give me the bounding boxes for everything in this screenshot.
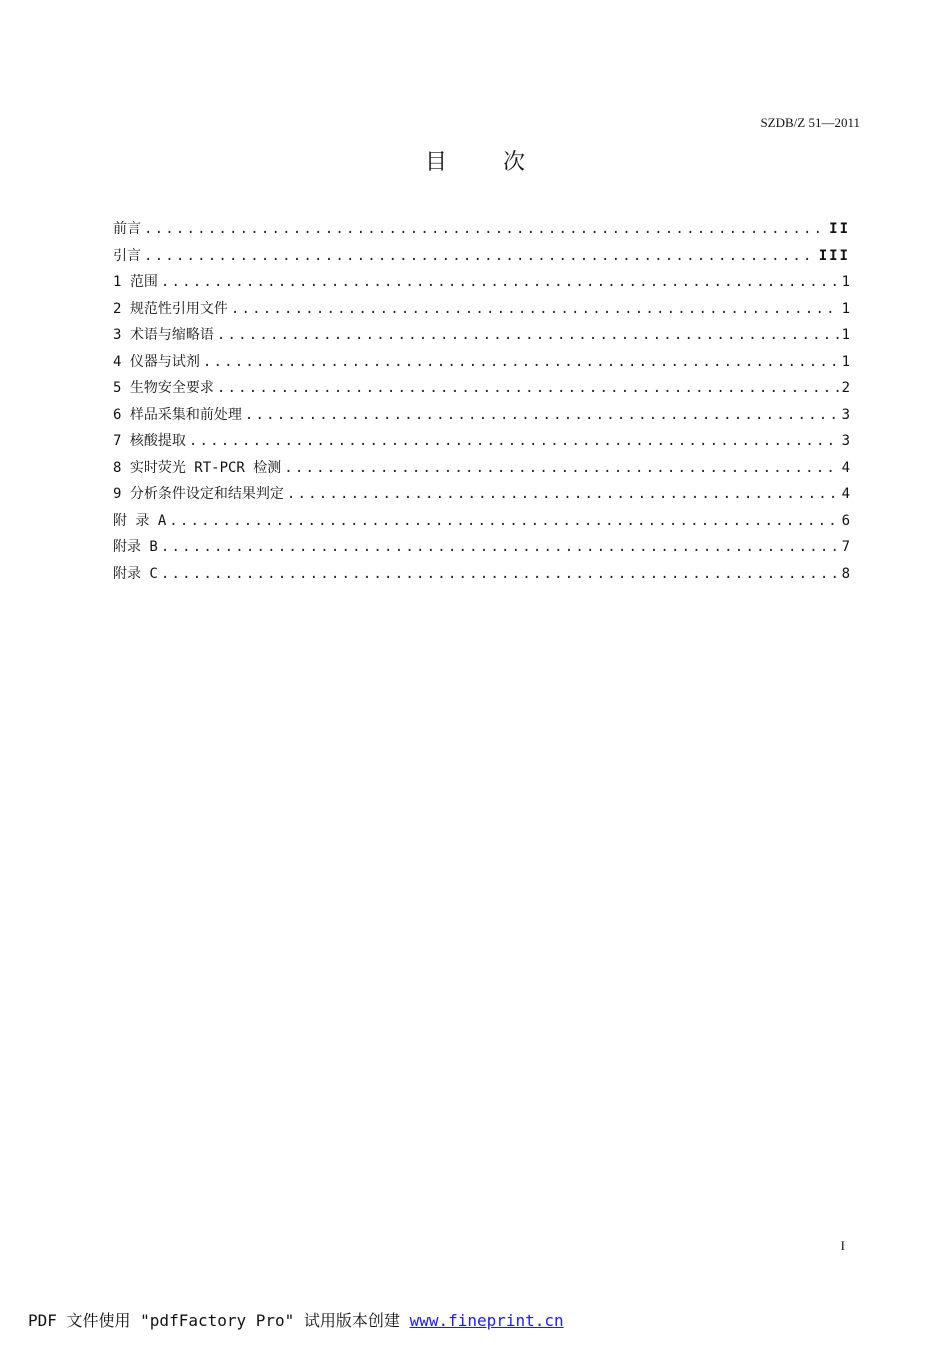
toc-item-label: 7 核酸提取: [113, 433, 186, 449]
toc-item[interactable]: [113, 218, 850, 245]
toc-item-label: 4 仪器与试剂: [113, 353, 200, 370]
toc-item[interactable]: [113, 483, 850, 510]
toc-item[interactable]: [113, 510, 850, 537]
toc-item-page: 1: [841, 274, 850, 290]
toc-item-page: 3: [841, 406, 850, 423]
toc-list: [113, 218, 850, 589]
toc-item-label: 引言: [113, 247, 141, 264]
footer-text: PDF 文件使用 "pdfFactory Pro" 试用版本创建: [28, 1311, 410, 1330]
toc-leader-dots: [144, 248, 816, 264]
toc-title: 目次: [424, 150, 581, 175]
toc-item[interactable]: [113, 351, 850, 378]
toc-item-page: 2: [841, 380, 850, 396]
toc-item-page: 3: [841, 433, 850, 449]
toc-item-label: 9 分析条件设定和结果判定: [113, 486, 284, 502]
page-number: I: [840, 1238, 845, 1253]
toc-item-page: III: [818, 247, 850, 264]
toc-item[interactable]: [113, 430, 850, 457]
toc-item[interactable]: [113, 324, 850, 351]
toc-item-label: 附录 B: [113, 539, 158, 555]
toc-leader-dots: [217, 380, 839, 396]
toc-leader-dots: [161, 566, 839, 582]
toc-item-page: 7: [841, 539, 850, 555]
toc-item-page: 8: [841, 565, 850, 582]
toc-item-page: 4: [841, 486, 850, 502]
toc-item-label: 附录 C: [113, 565, 158, 582]
toc-leader-dots: [203, 354, 839, 370]
toc-leader-dots: [169, 513, 838, 529]
toc-leader-dots: [161, 274, 839, 290]
toc-item-label: 6 样品采集和前处理: [113, 406, 242, 423]
document-code: SZDB/Z 51—2011: [760, 115, 860, 130]
toc-leader-dots: [217, 327, 839, 343]
toc-item[interactable]: [113, 457, 850, 484]
toc-leader-dots: [161, 539, 839, 555]
toc-leader-dots: [287, 486, 839, 502]
toc-item-label: 1 范围: [113, 274, 158, 290]
toc-item-page: 6: [841, 512, 850, 529]
toc-item-label: 5 生物安全要求: [113, 380, 214, 396]
toc-item-page: II: [829, 221, 850, 237]
toc-item-page: 1: [841, 327, 850, 343]
toc-item-label: 2 规范性引用文件: [113, 300, 228, 317]
toc-leader-dots: [189, 433, 839, 449]
toc-item-label: 8 实时荧光 RT-PCR 检测: [113, 459, 282, 476]
toc-item-label: 前言: [113, 221, 141, 237]
toc-item-label: 3 术语与缩略语: [113, 327, 214, 343]
toc-item[interactable]: [113, 377, 850, 404]
toc-leader-dots: [245, 407, 839, 423]
toc-item[interactable]: [113, 271, 850, 298]
toc-item[interactable]: [113, 298, 850, 325]
toc-item-label: 附 录 A: [113, 512, 167, 529]
footer-watermark: [28, 1308, 564, 1331]
toc-item-page: 1: [841, 353, 850, 370]
footer-link[interactable]: www.fineprint.cn: [409, 1311, 564, 1330]
toc-item-page: 1: [841, 300, 850, 317]
toc-item[interactable]: [113, 563, 850, 590]
toc-item-page: 4: [841, 459, 850, 476]
toc-leader-dots: [144, 221, 826, 237]
toc-item[interactable]: [113, 536, 850, 563]
toc-item[interactable]: [113, 245, 850, 272]
toc-leader-dots: [284, 460, 838, 476]
toc-item[interactable]: [113, 404, 850, 431]
toc-leader-dots: [231, 301, 839, 317]
